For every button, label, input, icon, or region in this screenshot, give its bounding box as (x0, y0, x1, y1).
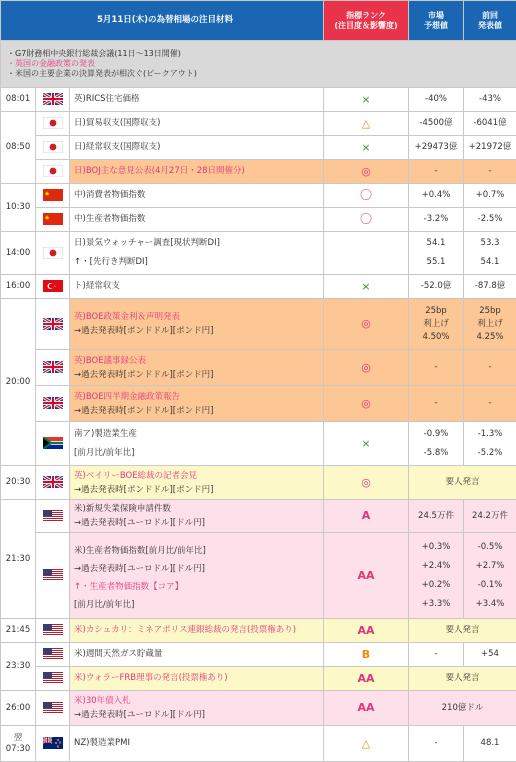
us-flag-icon (36, 533, 70, 619)
china-flag-icon (36, 208, 70, 232)
rank-mark: AA (324, 691, 409, 726)
event-name: NZ)製造業PMI (74, 734, 319, 753)
forecast-value: - (409, 394, 463, 413)
event-cell (70, 160, 324, 184)
rank-mark: ◎ (324, 160, 409, 184)
forecast-value: 利上げ (409, 318, 463, 331)
event-name: 英)BOE議事録公表 (74, 354, 319, 368)
table-row (1, 726, 516, 762)
event-cell (70, 350, 324, 386)
previous-header: 前回 発表値 (464, 1, 516, 41)
forecast-value: +3.3% (409, 595, 463, 614)
forecast-cell (409, 726, 464, 762)
previous-value: - (464, 358, 516, 377)
time-cell: 20:30 (1, 466, 36, 500)
previous-value: +2.7% (464, 557, 516, 576)
table-row (1, 136, 516, 160)
rank-mark: 〇 (324, 208, 409, 232)
previous-value: 24.2万件 (464, 507, 516, 526)
time-cell: 08:01 (1, 88, 36, 112)
table-row (1, 299, 516, 350)
page-title: 5月11日(木)の為替相場の注目材料 (1, 1, 324, 41)
previous-cell (464, 726, 516, 762)
us-flag-icon (36, 691, 70, 726)
forecast-cell (409, 500, 464, 533)
south-africa-flag-icon (36, 422, 70, 466)
joint-value-cell: 要人発言 (409, 619, 516, 643)
joint-value-cell: 要人発言 (409, 667, 516, 691)
us-flag-icon (36, 619, 70, 643)
previous-cell (464, 184, 516, 208)
previous-value: +0.7% (464, 186, 516, 205)
time-cell: 26:00 (1, 691, 36, 726)
previous-cell (464, 350, 516, 386)
event-cell (70, 533, 324, 619)
forecast-cell (409, 136, 464, 160)
past-release-link[interactable]: →過去発表時[ユーロドル][ドル円] (74, 562, 319, 576)
event-cell (70, 275, 324, 299)
time-cell: 20:00 (1, 299, 36, 466)
rank-mark: △ (324, 726, 409, 762)
rank-mark: ◎ (324, 299, 409, 350)
time-cell: 10:30 (1, 184, 36, 232)
note-item: ・G7財務相中央銀行総裁会議(11日～13日開催) (7, 49, 510, 59)
event-cell (70, 208, 324, 232)
uk-flag-icon (36, 386, 70, 422)
previous-value: -0.1% (464, 576, 516, 595)
table-row (1, 208, 516, 232)
event-name: 米)ウォラーFRB理事の発言(投票権あり) (74, 669, 319, 688)
previous-value: 25bp (464, 305, 516, 318)
previous-value: 48.1 (464, 734, 516, 753)
table-row (1, 184, 516, 208)
previous-cell (464, 232, 516, 275)
table-row (1, 422, 516, 466)
joint-value-cell: 要人発言 (409, 466, 516, 500)
previous-value: -43% (464, 90, 516, 109)
event-cell (70, 466, 324, 500)
us-flag-icon (36, 500, 70, 533)
forecast-cell (409, 160, 464, 184)
uk-flag-icon (36, 88, 70, 112)
past-release-link[interactable]: →過去発表時[ポンドドル][ポンド円] (74, 404, 319, 418)
forecast-cell (409, 350, 464, 386)
event-cell (70, 667, 324, 691)
turkey-flag-icon (36, 275, 70, 299)
rank-mark: ◎ (324, 350, 409, 386)
rank-mark: △ (324, 112, 409, 136)
previous-value: -6041億 (464, 114, 516, 133)
event-sub: ↑・[先行き判断DI] (74, 253, 319, 272)
past-release-link[interactable]: →過去発表時[ポンドドル][ポンド円] (74, 483, 319, 497)
time-cell: 翌 07:30 (1, 726, 36, 762)
rank-mark: ◎ (324, 386, 409, 422)
rank-header: 指標ランク (注目度＆影響度) (324, 1, 409, 41)
event-cell (70, 422, 324, 466)
forecast-value: - (409, 734, 463, 753)
table-row (1, 466, 516, 500)
time-cell: 21:30 (1, 500, 36, 619)
event-cell (70, 386, 324, 422)
event-cell (70, 184, 324, 208)
event-cell (70, 619, 324, 643)
forecast-value: +0.3% (409, 538, 463, 557)
previous-value: - (464, 394, 516, 413)
past-release-link[interactable]: →過去発表時[ポンドドル][ポンド円] (74, 368, 319, 382)
time-cell: 08:50 (1, 112, 36, 184)
event-sub: [前月比/前年比] (74, 444, 319, 463)
previous-cell (464, 136, 516, 160)
table-header (1, 1, 516, 41)
event-name: 米)30年債入札 (74, 694, 319, 708)
time-cell: 14:00 (1, 232, 36, 275)
forecast-value: +29473億 (409, 138, 463, 157)
table-row (1, 350, 516, 386)
rank-mark: AA (324, 667, 409, 691)
event-cell (70, 299, 324, 350)
time-cell: 16:00 (1, 275, 36, 299)
japan-flag-icon (36, 112, 70, 136)
rank-mark: × (324, 88, 409, 112)
new-zealand-flag-icon (36, 726, 70, 762)
table-row (1, 619, 516, 643)
forecast-cell (409, 232, 464, 275)
rank-mark: × (324, 275, 409, 299)
event-cell (70, 88, 324, 112)
time-cell: 21:45 (1, 619, 36, 643)
joint-value-cell: 210億ドル (409, 691, 516, 726)
forecast-value: +0.4% (409, 186, 463, 205)
table-row (1, 275, 516, 299)
event-name: 米)生産者物価指数[前月比/前年比] (74, 540, 319, 562)
event-name: 米)カシュカリ：ミネアポリス連銀総裁の発言(投票権あり) (74, 621, 319, 640)
event-cell (70, 232, 324, 275)
previous-cell (464, 299, 516, 350)
event-name: 米)新規失業保険申請件数 (74, 502, 319, 516)
event-cell (70, 136, 324, 160)
table-row (1, 643, 516, 667)
forecast-value: 54.1 (409, 234, 463, 253)
event-cell (70, 500, 324, 533)
forecast-value: -5.8% (409, 444, 463, 463)
forecast-value: +2.4% (409, 557, 463, 576)
past-release-link[interactable]: →過去発表時[ユーロドル][ドル円] (74, 516, 319, 530)
previous-value: +3.4% (464, 595, 516, 614)
forecast-value: - (409, 645, 463, 664)
previous-cell (464, 500, 516, 533)
table-row (1, 160, 516, 184)
event-name: 米)週間天然ガス貯蔵量 (74, 645, 319, 664)
forecast-cell (409, 299, 464, 350)
forecast-value: -40% (409, 90, 463, 109)
forecast-value: -4500億 (409, 114, 463, 133)
previous-value: -1.3% (464, 425, 516, 444)
japan-flag-icon (36, 160, 70, 184)
forecast-value: +0.2% (409, 576, 463, 595)
forecast-cell (409, 422, 464, 466)
event-name: 英)ベイリーBOE総裁の記者会見 (74, 469, 319, 483)
previous-cell (464, 112, 516, 136)
table-row (1, 232, 516, 275)
uk-flag-icon (36, 299, 70, 350)
rank-mark: 〇 (324, 184, 409, 208)
forecast-value: - (409, 162, 463, 181)
previous-cell (464, 533, 516, 619)
forecast-cell (409, 208, 464, 232)
previous-cell (464, 88, 516, 112)
table-row (1, 500, 516, 533)
event-sub: [前月比/前年比] (74, 598, 319, 612)
china-flag-icon (36, 184, 70, 208)
forecast-value: -3.2% (409, 210, 463, 229)
past-release-link[interactable]: →過去発表時[ユーロドル][ドル円] (74, 708, 319, 722)
event-name: 英)RICS住宅価格 (74, 90, 319, 109)
rank-mark: × (324, 136, 409, 160)
forecast-value: 4.50% (409, 331, 463, 344)
previous-cell (464, 386, 516, 422)
forecast-cell (409, 533, 464, 619)
notes-box (1, 41, 516, 88)
previous-cell (464, 275, 516, 299)
event-name: 英)BOE四半期金融政策報告 (74, 390, 319, 404)
us-flag-icon (36, 667, 70, 691)
us-flag-icon (36, 643, 70, 667)
note-item: ・米国の主要企業の決算発表が相次ぐ(ピークアウト) (7, 69, 510, 79)
notes-row (1, 41, 516, 88)
event-name: 日)経常収支(国際収支) (74, 138, 319, 157)
previous-cell (464, 643, 516, 667)
rank-mark: AA (324, 533, 409, 619)
forecast-cell (409, 112, 464, 136)
table-row (1, 112, 516, 136)
forecast-value: 25bp (409, 305, 463, 318)
forecast-value: - (409, 358, 463, 377)
event-cell (70, 643, 324, 667)
event-name: 中)生産者物価指数 (74, 210, 319, 229)
previous-value: -5.2% (464, 444, 516, 463)
table-row (1, 691, 516, 726)
note-item: ・英国の金融政策の発表 (7, 59, 510, 69)
previous-value: 53.3 (464, 234, 516, 253)
previous-value: - (464, 162, 516, 181)
table-row (1, 88, 516, 112)
rank-mark: × (324, 422, 409, 466)
uk-flag-icon (36, 350, 70, 386)
previous-value: +54 (464, 645, 516, 664)
previous-value: -0.5% (464, 538, 516, 557)
previous-value: +21972億 (464, 138, 516, 157)
previous-cell (464, 160, 516, 184)
event-cell (70, 726, 324, 762)
previous-value: 54.1 (464, 253, 516, 272)
forecast-cell (409, 386, 464, 422)
rank-mark (324, 232, 409, 275)
table-row (1, 667, 516, 691)
table-row (1, 533, 516, 619)
previous-value: -2.5% (464, 210, 516, 229)
forecast-value: -52.0億 (409, 277, 463, 296)
rank-mark: ◎ (324, 466, 409, 500)
event-cell (70, 112, 324, 136)
uk-flag-icon (36, 466, 70, 500)
forecast-header: 市場 予想値 (409, 1, 464, 41)
forecast-cell (409, 88, 464, 112)
japan-flag-icon (36, 232, 70, 275)
event-name: 日)BOJ主な意見公表(4月27日・28日開催分) (74, 162, 319, 181)
event-name: 南ア)製造業生産 (74, 425, 319, 444)
forecast-cell (409, 275, 464, 299)
rank-mark: AA (324, 619, 409, 643)
rank-mark: B (324, 643, 409, 667)
event-name: 日)貿易収支(国際収支) (74, 114, 319, 133)
event-name: 日)景気ウォッチャー調査[現状判断DI] (74, 234, 319, 253)
event-name: 中)消費者物価指数 (74, 186, 319, 205)
event-cell (70, 691, 324, 726)
previous-value: 利上げ (464, 318, 516, 331)
forecast-cell (409, 184, 464, 208)
past-release-link[interactable]: →過去発表時[ポンドドル][ポンド円] (74, 324, 319, 338)
event-name: ト)経常収支 (74, 277, 319, 296)
japan-flag-icon (36, 136, 70, 160)
previous-value: 4.25% (464, 331, 516, 344)
forecast-cell (409, 643, 464, 667)
forecast-value: 24.5万件 (409, 507, 463, 526)
previous-value: -87.8億 (464, 277, 516, 296)
rank-mark: A (324, 500, 409, 533)
forecast-value: 55.1 (409, 253, 463, 272)
previous-cell (464, 422, 516, 466)
time-cell: 23:30 (1, 643, 36, 691)
table-row (1, 386, 516, 422)
event-sub: ↑・生産者物価指数【コア】 (74, 576, 319, 598)
previous-cell (464, 208, 516, 232)
forecast-value: -0.9% (409, 425, 463, 444)
event-name: 英)BOE政策金利＆声明発表 (74, 310, 319, 324)
